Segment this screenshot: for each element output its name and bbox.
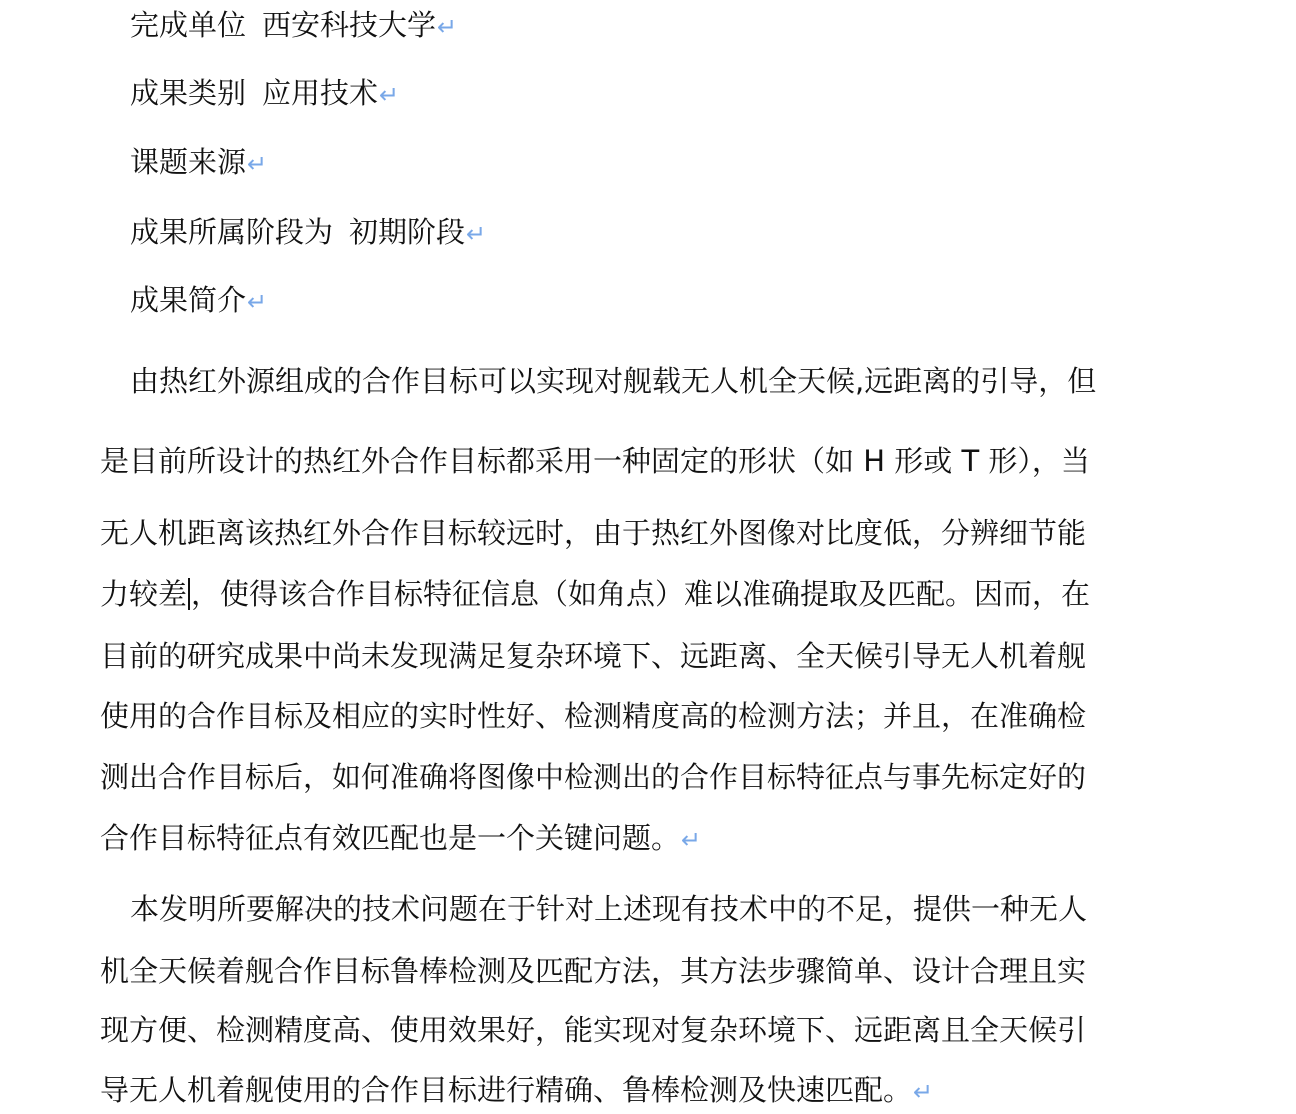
meta-label: 课题来源	[130, 145, 247, 179]
paragraph1-line: 目前的研究成果中尚未发现满足复杂环境下、远距离、全天候引导无人机着舰	[100, 639, 1087, 673]
paragraph1-line-segment: ，使得该合作目标特征信息（如角点）难以准确提取及匹配。因而，在	[191, 577, 1091, 611]
paragraph1-line: 无人机距离该热红外合作目标较远时，由于热红外图像对比度低，分辨细节能	[100, 516, 1087, 550]
paragraph-mark-icon: ↵	[379, 81, 400, 109]
paragraph1-line-text: 合作目标特征点有效匹配也是一个关键问题。	[100, 821, 681, 855]
meta-label: 成果类别	[130, 76, 247, 110]
paragraph1-line: 测出合作目标后，如何准确将图像中检测出的合作目标特征点与事先标定好的	[100, 760, 1087, 794]
paragraph-mark-icon: ↵	[466, 220, 487, 248]
paragraph2-line	[100, 1068, 933, 1112]
paragraph1-line	[100, 816, 701, 860]
meta-label: 成果所属阶段为	[130, 215, 334, 249]
meta-label: 成果简介	[130, 283, 247, 317]
meta-completion-unit	[130, 3, 457, 47]
paragraph-mark-icon: ↵	[247, 288, 268, 316]
meta-value: 西安科技大学	[262, 8, 437, 42]
paragraph-mark-icon: ↵	[437, 13, 458, 41]
paragraph2-line: 现方便、检测精度高、使用效果好，能实现对复杂环境下、远距离且全天候引	[100, 1013, 1087, 1047]
meta-value: 应用技术	[262, 76, 379, 110]
paragraph2-line: 机全天候着舰合作目标鲁棒检测及匹配方法，其方法步骤简单、设计合理且实	[100, 954, 1087, 988]
paragraph1-line	[100, 572, 1090, 616]
meta-result-summary	[130, 278, 267, 322]
paragraph1-line: 使用的合作目标及相应的实时性好、检测精度高的检测方法；并且，在准确检	[100, 699, 1087, 733]
paragraph1-line: 由热红外源组成的合作目标可以实现对舰载无人机全天候,远距离的引导，但	[130, 364, 1097, 398]
paragraph2-line-text: 导无人机着舰使用的合作目标进行精确、鲁棒检测及快速匹配。	[100, 1073, 913, 1107]
paragraph2-line: 本发明所要解决的技术问题在于针对上述现有技术中的不足，提供一种无人	[130, 892, 1088, 926]
paragraph1-line: 是目前所设计的热红外合作目标都采用一种固定的形状（如 H 形或 T 形），当	[100, 444, 1090, 478]
meta-result-stage	[130, 210, 486, 254]
meta-result-category	[130, 71, 399, 115]
paragraph-mark-icon: ↵	[913, 1078, 934, 1106]
meta-value: 初期阶段	[349, 215, 466, 249]
meta-topic-source	[130, 140, 267, 184]
paragraph-mark-icon: ↵	[681, 826, 702, 854]
paragraph1-line-segment: 力较差	[100, 577, 188, 611]
paragraph-mark-icon: ↵	[247, 150, 268, 178]
text-cursor	[188, 578, 190, 610]
meta-label: 完成单位	[130, 8, 247, 42]
